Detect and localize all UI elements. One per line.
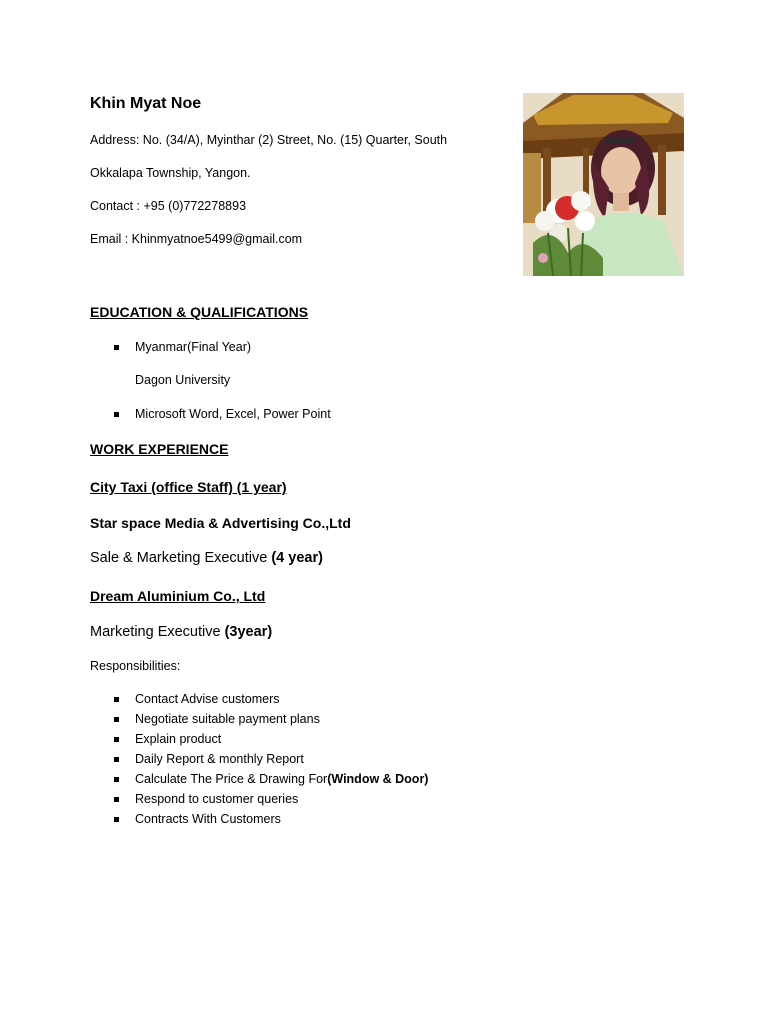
responsibility-text: Negotiate suitable payment plans [135, 712, 320, 726]
responsibility-item [114, 692, 280, 706]
job-duration: (3year) [224, 624, 273, 640]
education-item [114, 407, 331, 421]
responsibility-item [114, 732, 221, 746]
email-line: Email : Khinmyatnoe5499@gmail.com [90, 232, 303, 246]
contact-line: Contact : +95 (0)772278893 [90, 199, 247, 213]
bullet-icon [114, 345, 119, 350]
job-company: Star space Media & Advertising Co.,Ltd [90, 515, 351, 531]
job-role [90, 550, 323, 566]
responsibility-item [114, 812, 281, 826]
job-duration: (4 year) [271, 550, 323, 566]
bullet-icon [114, 757, 119, 762]
responsibility-bold-text: (Window & Door) [327, 772, 429, 786]
job-company: City Taxi (office Staff) (1 year) [90, 479, 287, 495]
job-role-title: Sale & Marketing Executive [90, 550, 272, 566]
responsibility-text: Contracts With Customers [135, 812, 281, 826]
responsibility-text: Explain product [135, 732, 222, 746]
responsibility-text: Daily Report & monthly Report [135, 752, 304, 766]
bullet-icon [114, 797, 119, 802]
bullet-icon [114, 412, 119, 417]
bullet-icon [114, 777, 119, 782]
responsibility-item [114, 712, 320, 726]
education-item-sub: Dagon University [135, 373, 231, 387]
bullet-icon [114, 737, 119, 742]
responsibility-text: Contact Advise customers [135, 692, 280, 706]
bullet-icon [114, 817, 119, 822]
address-line-2: Okkalapa Township, Yangon. [90, 166, 251, 180]
education-item-label: Microsoft Word, Excel, Power Point [135, 407, 331, 421]
job-role-title: Marketing Executive [90, 624, 225, 640]
responsibility-text: Respond to customer queries [135, 792, 299, 806]
candidate-name: Khin Myat Noe [90, 95, 202, 112]
responsibility-text: Calculate The Price & Drawing For [135, 772, 328, 786]
job-company: Dream Aluminium Co., Ltd [90, 588, 266, 604]
profile-photo [523, 93, 684, 276]
education-heading: EDUCATION & QUALIFICATIONS [90, 304, 309, 320]
responsibility-item [114, 752, 304, 766]
work-heading: WORK EXPERIENCE [90, 441, 229, 457]
responsibility-item [114, 772, 428, 786]
responsibilities-heading: Responsibilities: [90, 659, 181, 673]
responsibility-item [114, 792, 298, 806]
bullet-icon [114, 717, 119, 722]
job-role [90, 624, 272, 640]
bullet-icon [114, 697, 119, 702]
education-item [114, 340, 251, 354]
education-item-label: Myanmar(Final Year) [135, 340, 252, 354]
address-line-1: Address: No. (34/A), Myinthar (2) Street, No. (15) Quarter, South [90, 133, 448, 147]
